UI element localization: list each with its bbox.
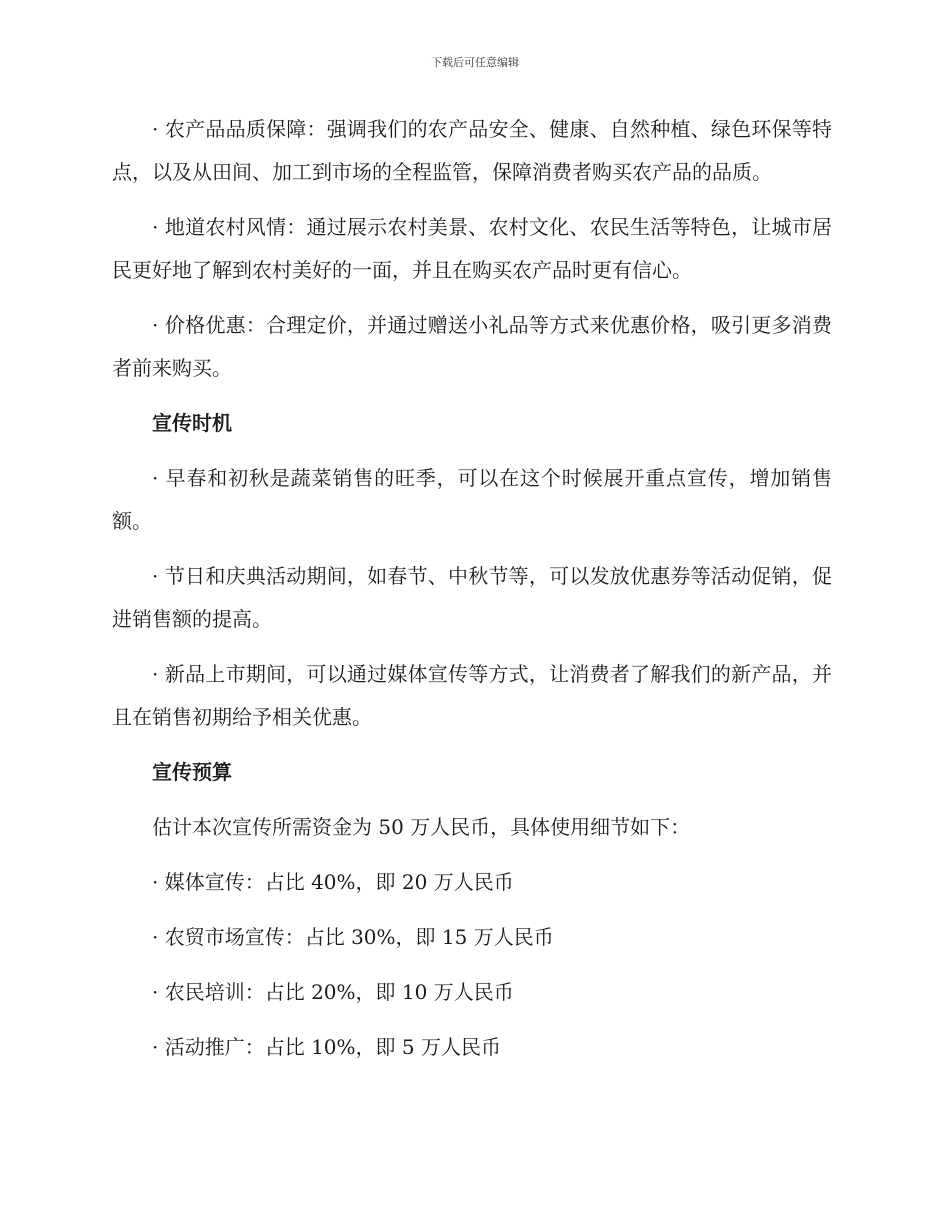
page-header: 下载后可任意编辑 bbox=[431, 56, 519, 69]
paragraph-timing-holiday: · 节日和庆典活动期间，如春节、中秋节等，可以发放优惠券等活动促销，促进销售额的提高。 bbox=[112, 564, 832, 631]
paragraph-price: · 价格优惠：合理定价，并通过赠送小礼品等方式来优惠价格，吸引更多消费者前来购买。 bbox=[112, 313, 832, 380]
budget-item-training: · 农民培训：占比 20%，即 10 万人民币 bbox=[152, 980, 514, 1004]
paragraph-timing-season: · 早春和初秋是蔬菜销售的旺季，可以在这个时候展开重点宣传，增加销售额。 bbox=[112, 466, 832, 533]
budget-item-promotion: · 活动推广：占比 10%，即 5 万人民币 bbox=[152, 1035, 501, 1059]
section-heading-budget: 宣传预算 bbox=[152, 760, 232, 784]
paragraph-rural-style: · 地道农村风情：通过展示农村美景、农村文化、农民生活等特色，让城市居民更好地了解到农村美好的一面，并且在购买农产品时更有信心。 bbox=[112, 215, 832, 282]
paragraph-quality: · 农产品品质保障：强调我们的农产品安全、健康、自然种植、绿色环保等特点，以及从田间、加工到市场的全程监管，保障消费者购买农产品的品质。 bbox=[112, 117, 832, 184]
budget-item-market: · 农贸市场宣传：占比 30%，即 15 万人民币 bbox=[152, 925, 554, 949]
document-body bbox=[112, 108, 832, 1081]
budget-item-media: · 媒体宣传：占比 40%，即 20 万人民币 bbox=[152, 870, 514, 894]
paragraph-timing-new-product: · 新品上市期间，可以通过媒体宣传等方式，让消费者了解我们的新产品，并且在销售初期给予相关优惠。 bbox=[112, 662, 832, 729]
budget-intro: 估计本次宣传所需资金为 50 万人民币，具体使用细节如下： bbox=[152, 815, 691, 839]
section-heading-timing: 宣传时机 bbox=[152, 411, 232, 435]
